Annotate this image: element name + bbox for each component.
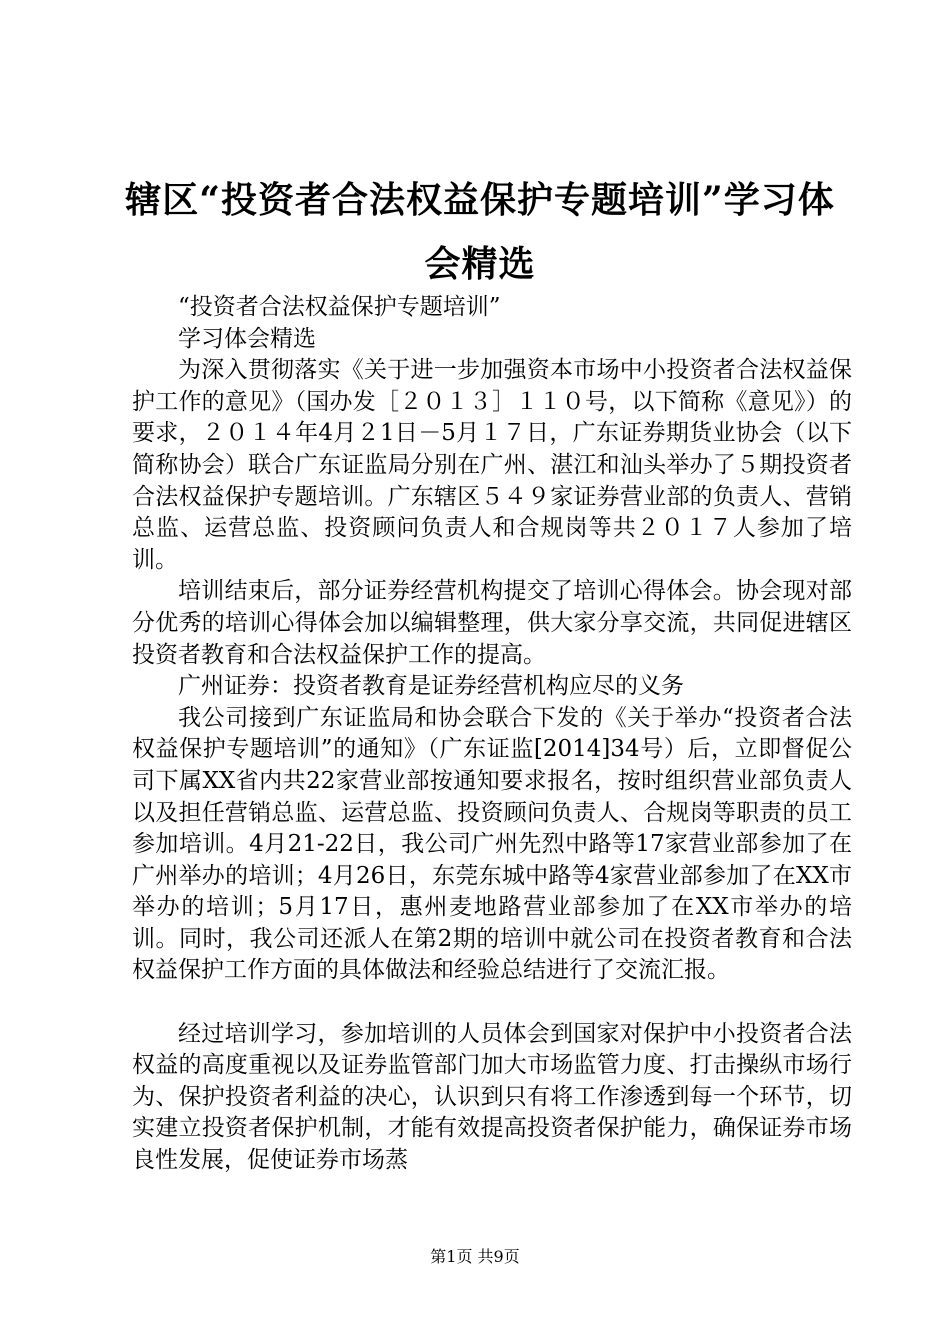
page-number-footer: 第1页 共9页: [430, 1247, 520, 1266]
document-body: [132, 292, 852, 1177]
paragraph-company-notice: 我公司接到广东证监局和协会联合下发的《关于举办“投资者合法权益保护专题培训”的通知》（广东证监[2014]34号）后，立即督促公司下属XX省内共22家营业部按通知要求报名，按时组织营业部负责人以及担任营销总监、运营总监、投资顾问负责人、合规岗等职责的员工参加培训。4月21-22日，我公司广州先烈中路等17家营业部参加了在广州举办的培训；4月26日，东莞东城中路等4家营业部参加了在XX市举办的培训；5月17日，惠州麦地路营业部参加了在XX市举办的培训。同时，我公司还派人在第2期的培训中就公司在投资者教育和合法权益保护工作方面的具体做法和经验总结进行了交流汇报。: [132, 704, 852, 984]
subtitle-line-1: “投资者合法权益保护专题培训”: [178, 294, 501, 320]
paragraph-after-training: 培训结束后，部分证券经营机构提交了培训心得体会。协会现对部分优秀的培训心得体会加以编辑整理，供大家分享交流，共同促进辖区投资者教育和合法权益保护工作的提高。: [132, 578, 852, 668]
document-title: 辖区“投资者合法权益保护专题培训”学习体会精选: [125, 179, 835, 285]
paragraph-training-experience: 经过培训学习，参加培训的人员体会到国家对保护中小投资者合法权益的高度重视以及证券监管部门加大市场监管力度、打击操纵市场行为、保护投资者利益的决心，认识到只有将工作渗透到每一个环节，切实建立投资者保护机制，才能有效提高投资者保护能力，确保证券市场良性发展，促使证券市场蒸: [132, 1020, 852, 1174]
section-heading-guangzhou-securities: 广州证券：投资者教育是证券经营机构应尽的义务: [178, 673, 684, 700]
subtitle-line-2: 学习体会精选: [178, 325, 316, 352]
paragraph-intro: 为深入贯彻落实《关于进一步加强资本市场中小投资者合法权益保护工作的意见》（国办发［２０１３］１１０号，以下简称《意见》）的要求，２０１４年4月２1日－5月１７日，广东证券期货业协会（以下简称协会）联合广东证监局分别在广州、湛江和汕头举办了５期投资者合法权益保护专题培训。广东辖区５４９家证券营业部的负责人、营销总监、运营总监、投资顾问负责人和合规岗等共２０１７人参加了培训。: [132, 357, 852, 573]
